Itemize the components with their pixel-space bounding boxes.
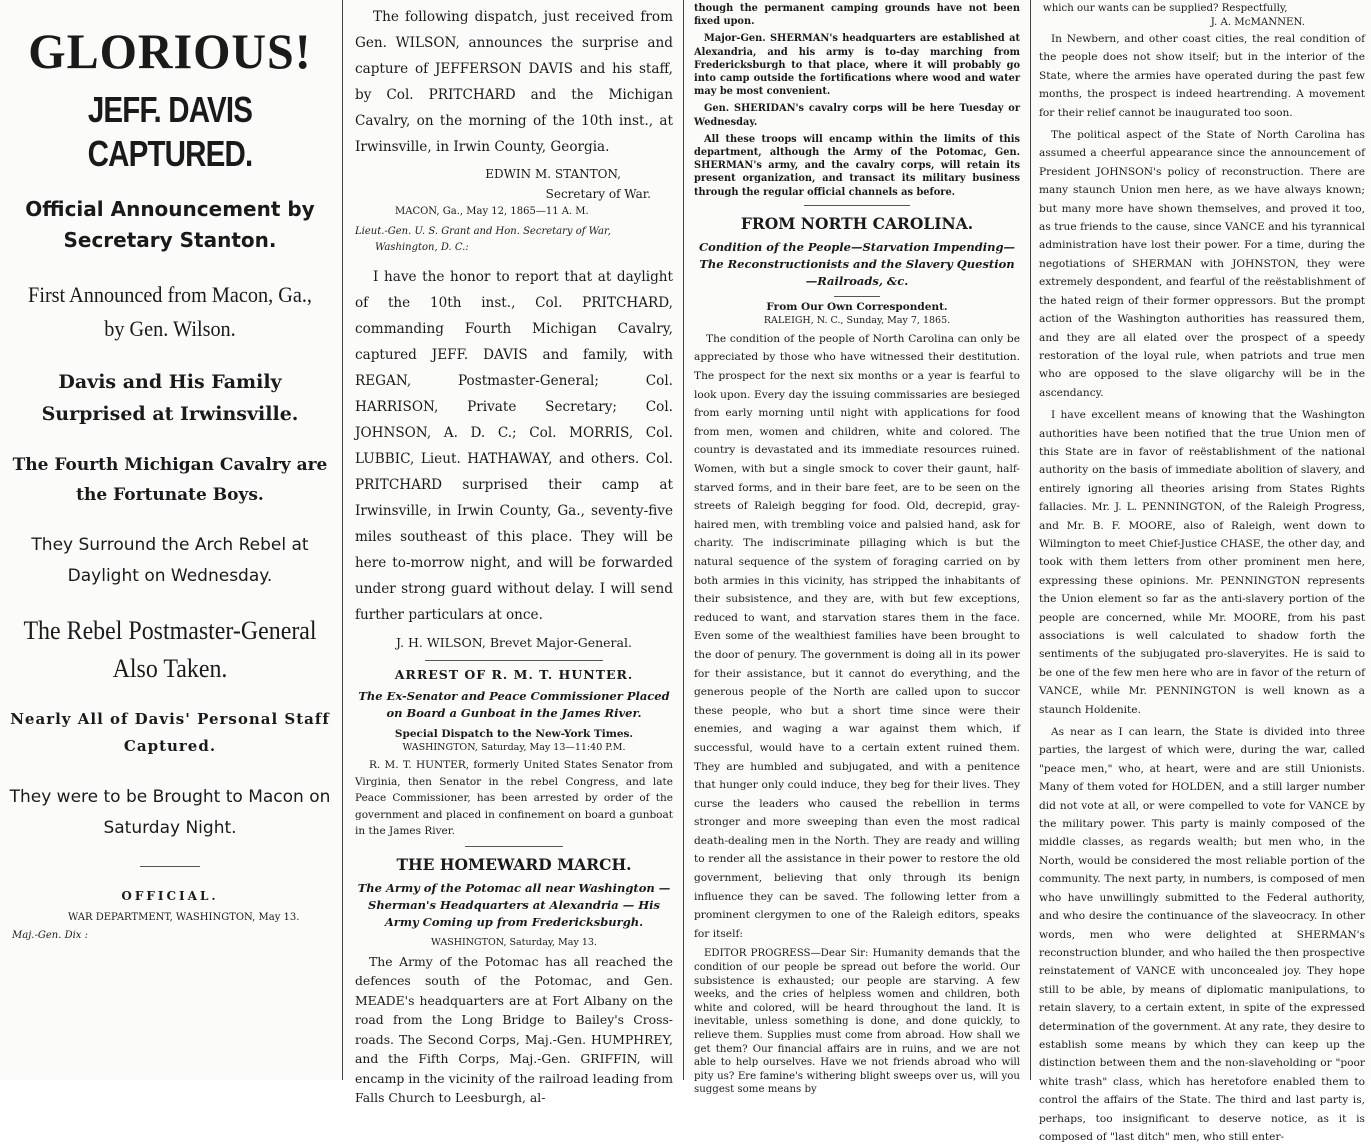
wilson-report: I have the honor to report that at daylight of the 10th inst., Col. PRITCHARD, commanding Fourth Michigan Cavalry, captured JEFF. DAVIS and family, with REGAN, Postmaster-General; Col. HARRISON, Private Secretary; Col. JOHNSON, A. D. C.; Col. MORRIS, Col. LUBBIC, Lieut. HATHAWAY, and others. Col. PRITCHARD surprised their camp at Irwinsville, in Irwin County, Ga., seventy-five miles southeast of this place. They will be here to-morrow night, and will be forwarded under strong guard without delay. I will send further particulars at once. (355, 269, 673, 623)
correspondent-byline: From Our Own Correspondent. (766, 300, 948, 313)
column-rule (342, 0, 343, 1080)
headline-first-announced: First Announced from Macon, Ga., by Gen. Wilson. (28, 282, 312, 341)
official-label: OFFICIAL. (121, 889, 219, 903)
headline-postmaster-taken: The Rebel Postmaster-General Also Taken. (23, 616, 317, 683)
newbern-paragraph: In Newbern, and other coast cities, the real condition of the people does not show itself; but in the interior of the State, where the armies have operated during the past few months, the prospect is indeed heartrending. A movement for their relief cannot be inaugurated too soon. (1039, 33, 1365, 119)
hunter-headline: ARREST OF R. M. T. HUNTER. (394, 667, 634, 682)
north-carolina-column (686, 0, 1028, 1096)
sheridan-cavalry: Gen. SHERIDAN's cavalry corps will be here Tuesday or Wednesday. (694, 103, 1020, 128)
political-aspect-paragraph: The political aspect of the State of North Carolina has assumed a cheerful appearance since the announcement of President JOHNSON's policy of reconstruction. There are many staunch Union men here, as we have always known; but many more have shown themselves, and proved it too, as true friends to the cause, since VANCE and his tyrannical administration have lost their power. For a time, during the negotiations of SHERMAN with JOHNSTON, they were extremely despondent, and fearful of the reëstablishment of the hated reign of their former oppressors. But the prompt action of the Washington authorities has reassured them, and they are all elated over the prospect of a speedy restoration of the loyal rule, when patriots and true men who are opposed to the slave oligarchy will be in the ascendancy. (1039, 129, 1365, 399)
divider (465, 846, 563, 847)
column-rule (683, 0, 684, 1080)
stanton-signature: EDWIN M. STANTON, (485, 167, 621, 181)
letter-continued: which our wants can be supplied? Respectfully, (1043, 3, 1288, 14)
north-carolina-body: The condition of the people of North Carolina can only be appreciated by those who have witnessed their destitution. The prospect for the next six months or a year is fearful to look upon. Every day the issuing commissaries are besieged from early morning until night with applications for food from men, women and children, white and colored. The country is devastated and its immediate resources ruined. Women, with but a single smock to cover their gaunt, half-starved forms, and in their bare feet, are to be seen on the streets of Raleigh begging for food. Old, decrepid, gray-haired men, with trembling voice and palsied hand, ask for charity. The indiscriminate pillaging which is but the natural sequence of the system of foraging carried on by both armies in this vicinity, has stripped the inhabitants of their subsistence, and they are, with but few exceptions, reduced to want, and starvation stares them in the face. Even some of the wealthiest families have been brought to the door of penury. The government is doing all in its power for their assistance, but it cannot do everything, and the generous people of the North are called upon to succor these people, who but a short time since were their enemies, and waging a war against them which, if successful, would have to a certain extent ruined them. They are humbled and subjugated, and with a penitence that hunger only could induce, they beg for their lives. They curse the leaders who caused the rebellion in terms stronger and more sweeping than even the most radical death-dealing men in the North. They are ready and willing to render all the assistance in their power to restore the old government, believing that only through its benign influence they can be saved. The following letter from a prominent clergymen to one of the Raleigh editors, speaks for itself: (694, 332, 1020, 940)
hunter-body: R. M. T. HUNTER, formerly United States Senator from Virginia, then Senator in the rebel Congress, and late Peace Commissioner, has been arrested by order of the government and placed in confinement on board a gunboat in the James River. (355, 759, 673, 837)
homeward-march-body: The Army of the Potomac has all reached the defences south of the Potomac, and Gen. MEADE's headquarters are at Fort Albany on the road from the Long Bridge to Bailey's Cross-roads. The Second Corps, Maj.-Gen. HUMPHREY, and the Fifth Corps, Maj.-Gen. GRIFFIN, will encamp in the vicinity of the railroad leading from Falls Church to Leesburgh, al- (355, 953, 673, 1105)
hunter-byline: Special Dispatch to the New-York Times. (394, 728, 634, 740)
headline-brought-to-macon: They were to be Brought to Macon on Saturday Night. (9, 787, 331, 838)
three-parties-paragraph: As near as I can learn, the State is divided into three parties, the largest of which were, during the war, called "peace men," who, at heart, were and are still Unionists. Many of them voted for HOLDEN, and a still larger number did not vote at all, or were compelled to vote for VANCE by the military power. This party is mainly composed of the middle classes, as regards wealth; but men who, in the North, would be considered the most reliable portion of the community. The next party, in numbers, is composed of men who have unwillingly submitted to the Federal authority, and who desire the continuance of the slaveocracy. In other words, men who were delighted at SHERMAN's reconstruction blunder, and who hailed the then prospective reinstatement of VANCE with unconcealed joy. They hope still to be able, by means of diplomatic manipulations, to retain slavery, to a certain extent, in spite of the expressed determination of the government. At any rate, they desire to establish some means by which they can keep up the distinction between them and the non-slaveholding or "poor white trash" class, which has heretofore enabled them to control the affairs of the State. The third and last party is, perhaps, too insignificant to deserve notice, as it is composed of "last ditch" men, who still enter- (1039, 726, 1365, 1143)
politics-column (1033, 0, 1371, 1143)
headline-davis-captured: JEFF. DAVIS CAPTURED. (87, 89, 253, 174)
editor-letter: EDITOR PROGRESS—Dear Sir: Humanity demands that the condition of our people be spread out before the world. Our subsistence is exhausted; our people are starving. A few weeks, and the cries of helpless women and children, both white and colored, will be heard throughout the land. It is inevitable, unless something is done, and done quickly, to relieve them. Supplies must come from abroad. How shall we get them? Our financial affairs are in ruins, and we are not able to help ourselves. Have we not friends abroad who will pity us? Ere famine's withering blight sweeps over us, will you suggest some means by (694, 948, 1020, 1096)
war-dept-dateline: WAR DEPARTMENT, WASHINGTON, May 13. (68, 912, 300, 923)
headline-fourth-michigan: The Fourth Michigan Cavalry are the Fortunate Boys. (12, 455, 328, 505)
headline-surround-arch-rebel: They Surround the Arch Rebel at Daylight on Wednesday. (31, 535, 309, 586)
washington-authorities-paragraph: I have excellent means of knowing that the Washington authorities have been notified that the true Union men of this State are in favor of reëstablishment of the national authority on the basis of immediate abolition of slavery, and entirely ignoring all theories arising from States Rights fallacies. Mr. J. L. PENNINGTON, of the Raleigh Progress, and Mr. B. F. MOORE, also of Raleigh, went down to Wilmington to meet Chief-Justice CHASE, the other day, and took with them letters from other prominent men here, expressing these opinions. Mr. PENNINGTON represents the Union element so far as the anti-slavery portion of the people are concerned, while Mr. MOORE, from his past associations is well calculated to shadow forth the sentiments of the subjugated pro-slaveryites. He is said to be one of the few men here who are in favor of the return of VANCE, while Mr. PENNINGTON is well known as a staunch Holdenite. (1039, 409, 1365, 716)
divider (425, 660, 603, 661)
column-rule (1030, 0, 1031, 1080)
stanton-intro: The following dispatch, just received from Gen. WILSON, announces the surprise and capture of JEFFERSON DAVIS and his staff, by Col. PRITCHARD and the Michigan Cavalry, on the morning of the 10th inst., at Irwinsville, in Irwin County, Georgia. (355, 9, 673, 155)
hunter-deck: The Ex-Senator and Peace Commissioner Placed on Board a Gunboat in the James River. (358, 689, 670, 720)
dispatch-column (345, 0, 681, 1105)
divider (804, 205, 910, 206)
headline-family-surprised: Davis and His Family Surprised at Irwinsville. (41, 371, 299, 425)
divider (140, 866, 200, 867)
homeward-march-dateline: WASHINGTON, Saturday, May 13. (431, 936, 597, 948)
headline-official-announcement: Official Announcement by Secretary Stanton. (25, 197, 315, 252)
stanton-title: Secretary of War. (545, 187, 651, 201)
wilson-signature: J. H. WILSON, Brevet Major-General. (396, 635, 632, 650)
hunter-dateline: WASHINGTON, Saturday, May 13—11:40 P.M. (402, 742, 626, 753)
macon-dateline: MACON, Ga., May 12, 1865—11 A. M. (395, 206, 589, 217)
sherman-headquarters: Major-Gen. SHERMAN's headquarters are established at Alexandria, and his army is to-day marching from Fredericksburgh to that place, where it will probably go into camp outside the fortifications where wood and water may be most convenient. (694, 33, 1020, 98)
headline-glorious: GLORIOUS! (28, 23, 312, 79)
letter-signature: J. A. McMANNEN. (1210, 17, 1305, 28)
homeward-march-deck: The Army of the Potomac all near Washington — Sherman's Headquarters at Alexandria — His Army Coming up from Fredericksburgh. (357, 880, 671, 929)
headline-staff-captured: Nearly All of Davis' Personal Staff Captured. (10, 710, 330, 755)
divider (834, 296, 880, 297)
march-continued: though the permanent camping grounds have not been fixed upon. (694, 3, 1020, 28)
address-grant: Lieut.-Gen. U. S. Grant and Hon. Secretary of War, Washington, D. C.: (355, 226, 611, 253)
address-dix: Maj.-Gen. Dix : (12, 930, 88, 941)
troops-encamp: All these troops will encamp within the limits of this department, although the Army of the Potomac, Gen. SHERMAN's army, and the cavalry corps, will retain its present organization, and transact its military business through the regular official channels as before. (694, 133, 1020, 198)
headline-column (0, 0, 340, 1080)
raleigh-dateline: RALEIGH, N. C., Sunday, May 7, 1865. (763, 314, 951, 326)
north-carolina-deck: Condition of the People—Starvation Impending—The Reconstructionists and the Slavery Question—Railroads, &c. (698, 239, 1016, 288)
north-carolina-headline: FROM NORTH CAROLINA. (740, 213, 974, 233)
homeward-march-headline: THE HOMEWARD MARCH. (396, 854, 632, 874)
